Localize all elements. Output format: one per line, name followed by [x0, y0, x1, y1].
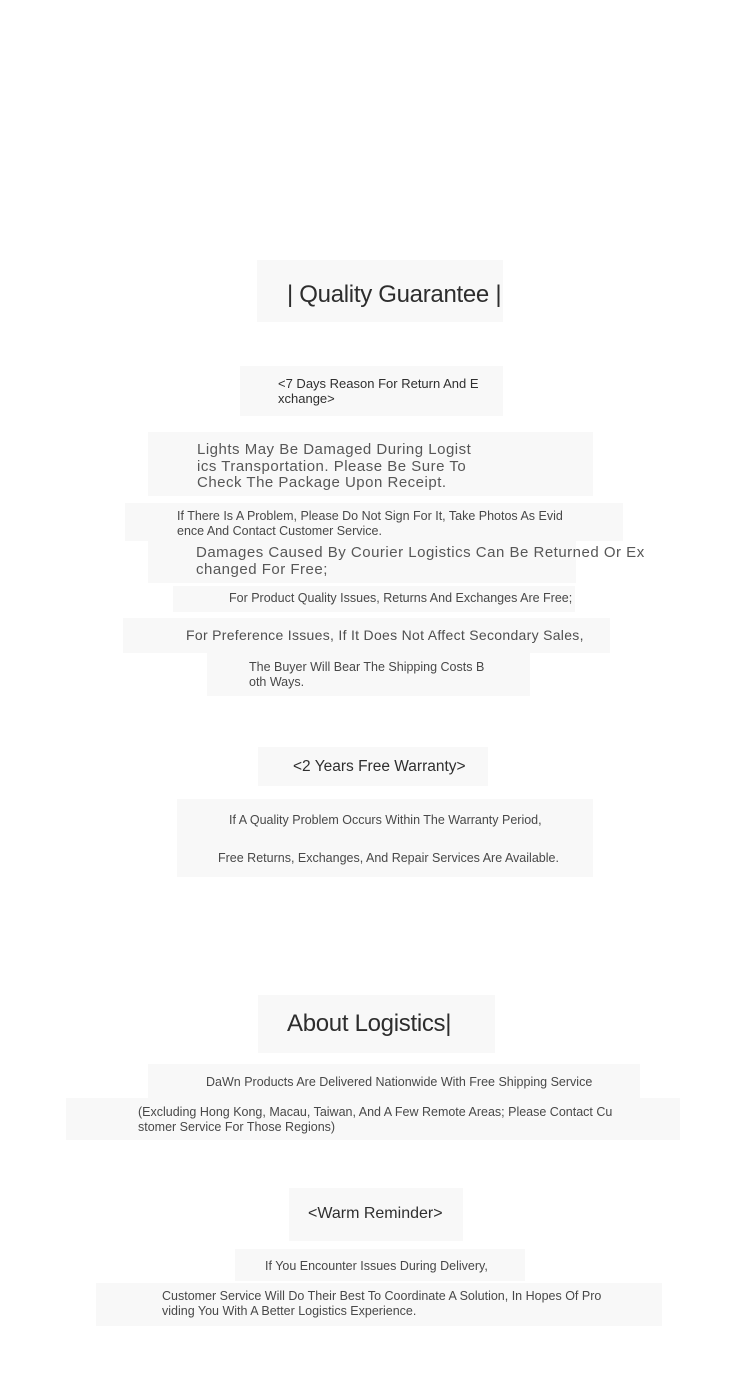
text-line: viding You With A Better Logistics Experience.: [162, 1304, 417, 1318]
shipping-exclusions-text: [138, 1105, 612, 1134]
text-line: ence And Contact Customer Service.: [177, 524, 382, 538]
text-line: stomer Service For Those Regions): [138, 1119, 336, 1134]
quality-issue-policy-text: For Product Quality Issues, Returns And Exchanges Are Free;: [229, 591, 573, 605]
preference-issue-policy-text: For Preference Issues, If It Does Not Affect Secondary Sales,: [186, 627, 584, 643]
text-line: xchange>: [278, 390, 335, 406]
reminder-intro-text: If You Encounter Issues During Delivery,: [265, 1259, 488, 1273]
text-line: ics Transportation. Please Be Sure To: [197, 457, 467, 475]
text-line: Lights May Be Damaged During Logist: [197, 441, 472, 458]
warranty-title: <2 Years Free Warranty>: [293, 758, 466, 775]
text-line: Damages Caused By Courier Logistics Can Be Returned Or Ex: [196, 544, 645, 561]
return-exchange-title: [278, 377, 479, 406]
buyer-shipping-cost-text: [249, 660, 484, 690]
reminder-detail-text: [162, 1289, 601, 1319]
warranty-services-text: Free Returns, Exchanges, And Repair Services Are Available.: [218, 851, 559, 865]
damage-warning-text: [197, 442, 471, 492]
text-line: Check The Package Upon Receipt.: [197, 474, 447, 491]
about-logistics-heading: About Logistics|: [287, 1010, 452, 1037]
warranty-condition-text: If A Quality Problem Occurs Within The Warranty Period,: [229, 813, 542, 827]
text-line: changed For Free;: [196, 560, 328, 578]
text-line: If There Is A Problem, Please Do Not Sign For It, Take Photos As Evid: [177, 509, 563, 523]
text-line: oth Ways.: [249, 675, 305, 689]
text-line: The Buyer Will Bear The Shipping Costs B: [249, 660, 485, 674]
quality-guarantee-heading: | Quality Guarantee |: [287, 281, 502, 308]
text-line: Customer Service Will Do Their Best To Coordinate A Solution, In Hopes Of Pro: [162, 1289, 602, 1303]
free-shipping-text: DaWn Products Are Delivered Nationwide With Free Shipping Service: [206, 1075, 593, 1089]
text-line: (Excluding Hong Kong, Macau, Taiwan, And A Few Remote Areas; Please Contact Cu: [138, 1105, 613, 1119]
text-line: <7 Days Reason For Return And E: [278, 376, 479, 391]
warm-reminder-title: <Warm Reminder>: [308, 1205, 443, 1222]
courier-damage-policy-text: [196, 545, 645, 578]
no-sign-instruction-text: [177, 509, 563, 539]
